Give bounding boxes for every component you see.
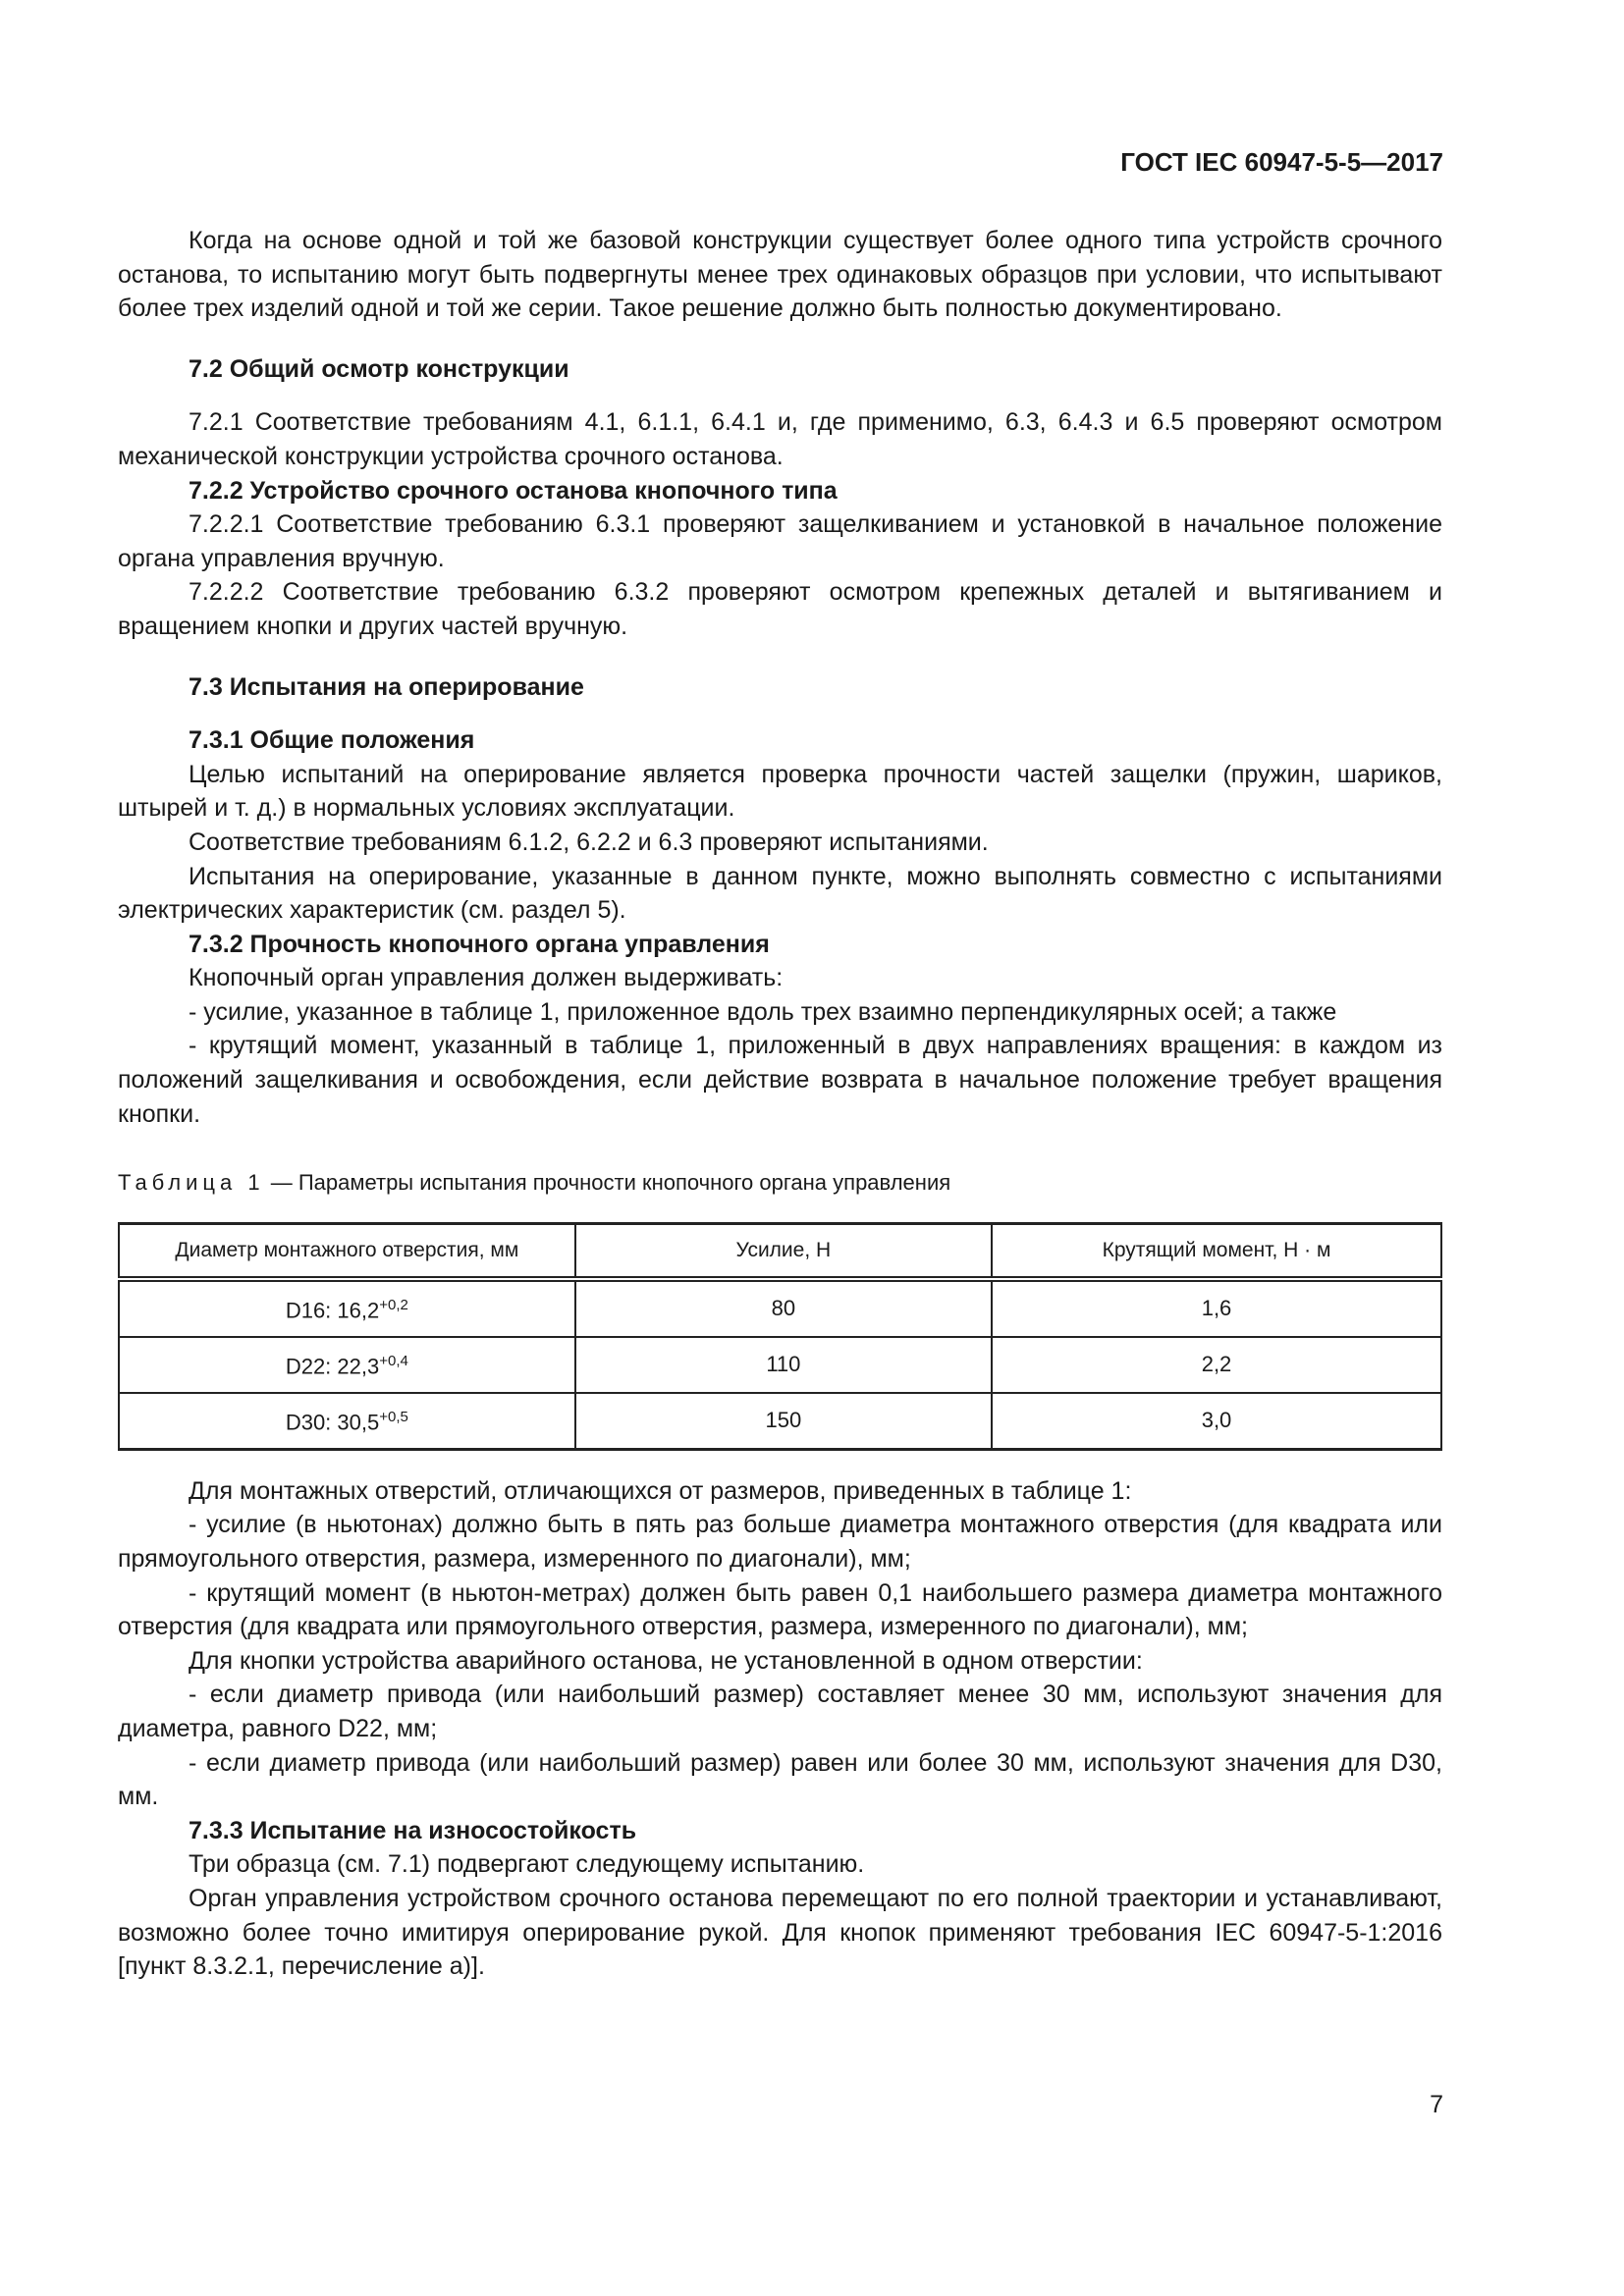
- list-item: - усилие, указанное в таблице 1, приложенное вдоль трех взаимно перпендикулярных осей; а также: [189, 997, 1337, 1026]
- table-row: [119, 1393, 1441, 1450]
- paragraph-7-2-1: 7.2.1 Соответствие требованиям 4.1, 6.1.1, 6.4.1 и, где применимо, 6.3, 6.4.3 и 6.5 проверяют осмотром механической конструкции устройства срочного останова.: [118, 408, 1442, 470]
- table-row: [119, 1279, 1441, 1337]
- page-number: 7: [1430, 2091, 1443, 2118]
- intro-paragraph: Когда на основе одной и той же базовой конструкции существует более одного типа устройств срочного останова, то испытанию могут быть подвергнуты менее трех одинаковых образцов при условии, что испытывают более трех изделий одной и той же серии. Такое решение должно быть полностью документировано.: [118, 227, 1442, 323]
- force-cell: 110: [575, 1337, 992, 1393]
- section-7-3-1-heading: 7.3.1 Общие положения: [189, 726, 475, 755]
- table-caption-dash: —: [264, 1170, 298, 1196]
- torque-cell: 1,6: [992, 1279, 1441, 1337]
- column-header: Диаметр монтажного отверстия, мм: [119, 1223, 575, 1279]
- list-item: - крутящий момент, указанный в таблице 1, приложенный в двух направлениях вращения: в каждом из положений защелкивания и освобождения, если действие возврата в начальное положение требует вращения кнопки.: [118, 1032, 1442, 1128]
- paragraph: Соответствие требованиям 6.1.2, 6.2.2 и 6.3 проверяют испытаниями.: [189, 828, 989, 856]
- paragraph-7-2-2-2: 7.2.2.2 Соответствие требованию 6.3.2 проверяют осмотром крепежных деталей и вытягиванием и вращением кнопки и других частей вручную.: [118, 578, 1442, 640]
- force-cell: 150: [575, 1393, 992, 1450]
- table-header-row: [119, 1223, 1441, 1279]
- table-caption: [118, 1166, 1442, 1201]
- paragraph: Три образца (см. 7.1) подвергают следующему испытанию.: [189, 1850, 865, 1879]
- paragraph: Для кнопки устройства аварийного останова, не установленной в одном отверстии:: [189, 1646, 1143, 1675]
- section-7-3-3-heading: 7.3.3 Испытание на износостойкость: [189, 1816, 637, 1844]
- tolerance: +0,2: [379, 1297, 408, 1314]
- paragraph: Целью испытаний на оперирование является проверка прочности частей защелки (пружин, шариков, штырей и т. д.) в нормальных условиях эксплуатации.: [118, 760, 1442, 823]
- column-header: Крутящий момент, Н · м: [992, 1223, 1441, 1279]
- section-7-3-2-heading: 7.3.2 Прочность кнопочного органа управления: [189, 930, 770, 958]
- section-7-3-heading: 7.3 Испытания на оперирование: [189, 672, 584, 701]
- document-id-header: ГОСТ IEC 60947-5-5—2017: [1120, 147, 1443, 177]
- list-item: - усилие (в ньютонах) должно быть в пять раз больше диаметра монтажного отверстия (для квадрата или прямоугольного отверстия, размера, измеренного по диагонали), мм;: [118, 1511, 1442, 1574]
- test-parameters-table: [118, 1222, 1442, 1451]
- paragraph: Кнопочный орган управления должен выдерживать:: [189, 964, 784, 992]
- paragraph: Для монтажных отверстий, отличающихся от размеров, приведенных в таблице 1:: [189, 1476, 1132, 1505]
- list-item: - крутящий момент (в ньютон-метрах) должен быть равен 0,1 наибольшего размера диаметра монтажного отверстия (для квадрата или прямоугольного отверстия, размера, измеренного по диагонали), мм;: [118, 1578, 1442, 1641]
- column-header: Усилие, Н: [575, 1223, 992, 1279]
- section-7-2-heading: 7.2 Общий осмотр конструкции: [189, 354, 569, 383]
- paragraph: Испытания на оперирование, указанные в данном пункте, можно выполнять совместно с испытаниями электрических характеристик (см. раздел 5).: [118, 862, 1442, 925]
- paragraph: Орган управления устройством срочного останова перемещают по его полной траектории и устанавливают, возможно более точно имитируя оперирование рукой. Для кнопок применяют требования IEC 60947-5-1:2016 [пункт 8.3.2.1, перечисление а)].: [118, 1884, 1442, 1981]
- tolerance: +0,4: [379, 1353, 408, 1370]
- table-caption-text: Параметры испытания прочности кнопочного органа управления: [298, 1170, 951, 1196]
- paragraph-7-2-2-1: 7.2.2.1 Соответствие требованию 6.3.1 проверяют защелкиванием и установкой в начальное положение органа управления вручную.: [118, 510, 1442, 572]
- diameter-cell: D16: $16,2^{+0,2}$: [119, 1279, 575, 1337]
- diameter-cell: D22: $22,3^{+0,4}$: [119, 1337, 575, 1393]
- tolerance: +0,5: [379, 1409, 408, 1426]
- section-7-2-2-heading: 7.2.2 Устройство срочного останова кнопочного типа: [189, 476, 838, 505]
- list-item: - если диаметр привода (или наибольший размер) равен или более 30 мм, используют значения для D30, мм.: [118, 1748, 1442, 1811]
- diameter-cell: D30: $30,5^{+0,5}$: [119, 1393, 575, 1450]
- table-row: [119, 1337, 1441, 1393]
- list-item: - если диаметр привода (или наибольший размер) составляет менее 30 мм, используют значения для диаметра, равного D22, мм;: [118, 1681, 1442, 1742]
- force-cell: 80: [575, 1279, 992, 1337]
- torque-cell: 2,2: [992, 1337, 1441, 1393]
- table-caption-label: Таблица 1: [118, 1170, 265, 1196]
- page-body: [118, 224, 1442, 1984]
- torque-cell: 3,0: [992, 1393, 1441, 1450]
